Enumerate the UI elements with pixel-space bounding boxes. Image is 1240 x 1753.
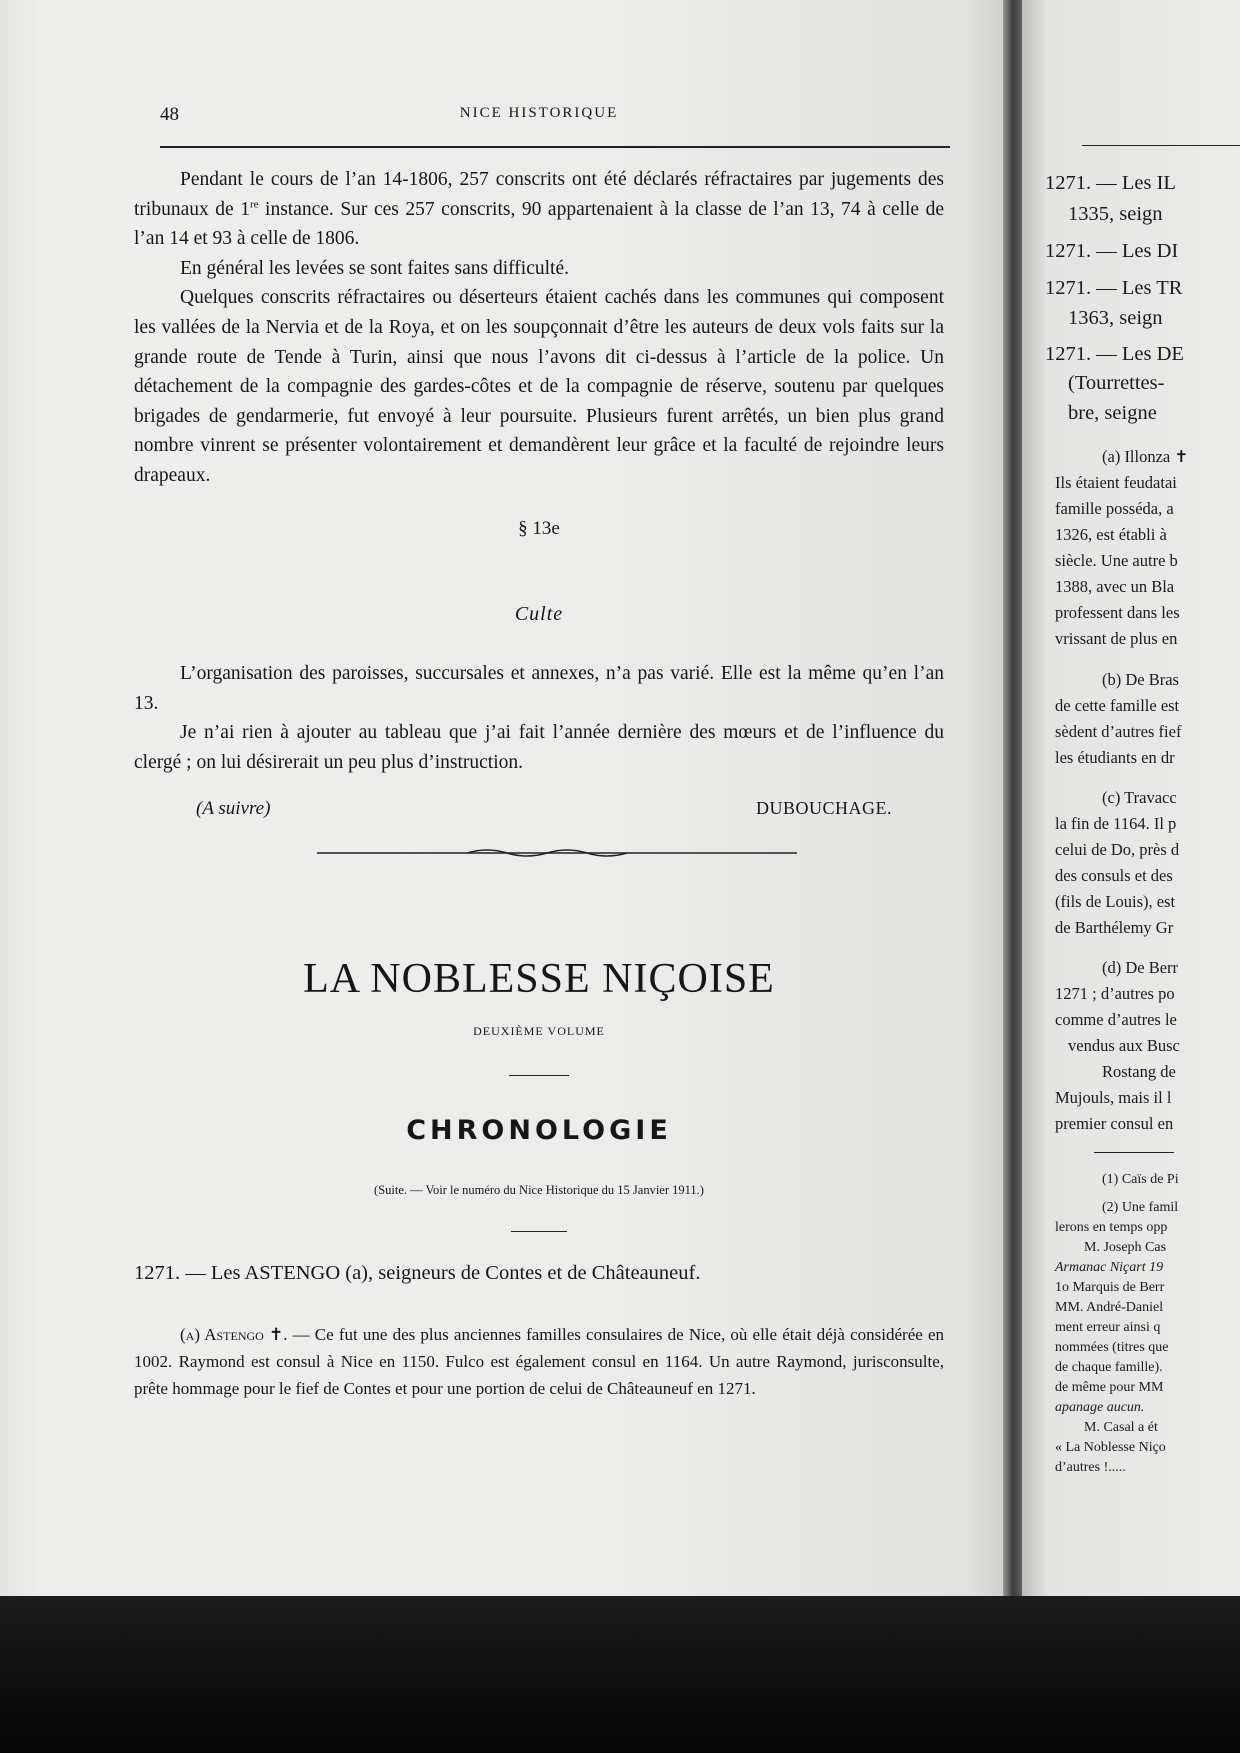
footnote-text: Ce fut une des plus anciennes familles consulaires de Nice, où elle était déjà considérée en 1002. Raymond est consul à Nice en 1150. Fulco est également consul en 1164. Un autre Raymond, jurisconsulte, prête hommage pour le fief de Contes et pour une portion de celui de Châteauneuf en 1271. bbox=[134, 1325, 945, 1398]
text-block-top bbox=[134, 165, 944, 491]
right-line: (2) Une famil bbox=[1102, 1200, 1179, 1215]
paragraph-deserteurs: Quelques conscrits réfractaires ou déserteurs étaient cachés dans les communes qui composent les vallées de la Nervia et de la Roya, et on les soupçonnait d’être les auteurs de deux vols faits sur la grande route de Tende à Turin, ainsi que nous l’avons dit ci-dessus à l’article de la police. Un détachement de la compagnie des gardes-côtes et de la compagnie de réserve, soutenu par quelques brigades de gendarmerie, fut envoyé à leur poursuite. Plusieurs furent arrêtés, un bien plus grand nombre vinrent se présenter volontairement et demandèrent leur grâce et la faculté de rejoindre leurs drapeaux. bbox=[134, 287, 944, 486]
right-line: de Barthélemy Gr bbox=[1055, 918, 1174, 937]
suite-note: (Suite. — Voir le numéro du Nice Historique du 15 Janvier 1911.) bbox=[374, 1183, 704, 1197]
signature-row bbox=[134, 798, 944, 826]
running-header bbox=[134, 104, 944, 128]
right-line: (c) Travacc bbox=[1102, 788, 1177, 807]
right-line: vendus aux Busc bbox=[1068, 1036, 1180, 1055]
right-line: lerons en temps opp bbox=[1055, 1220, 1168, 1235]
right-header-rule bbox=[1082, 145, 1240, 146]
a-suivre-note: (A suivre) bbox=[196, 798, 271, 819]
right-line: 1271. — Les TR bbox=[1045, 277, 1183, 299]
right-line: 1o Marquis de Berr bbox=[1055, 1280, 1165, 1295]
right-line: premier consul en bbox=[1055, 1114, 1174, 1133]
right-line: (a) Illonza ✝ bbox=[1102, 447, 1189, 466]
right-line: sèdent d’autres fief bbox=[1055, 722, 1182, 741]
right-line: Armanac Niçart 19 bbox=[1055, 1260, 1164, 1275]
right-line: nommées (titres que bbox=[1055, 1340, 1169, 1355]
right-line: famille posséda, a bbox=[1055, 499, 1174, 518]
right-line: MM. André-Daniel bbox=[1055, 1300, 1164, 1315]
right-line: (1) Caïs de Pi bbox=[1102, 1172, 1179, 1187]
right-line: de cette famille est bbox=[1055, 696, 1180, 715]
right-line: (b) De Bras bbox=[1102, 670, 1179, 689]
right-line: apanage aucun. bbox=[1055, 1400, 1145, 1415]
footnote-astengo bbox=[134, 1322, 944, 1402]
right-line: 1335, seign bbox=[1068, 203, 1163, 225]
right-line: 1388, avec un Bla bbox=[1055, 577, 1175, 596]
right-line: d’autres !..... bbox=[1055, 1460, 1126, 1475]
paragraph-paroisses: L’organisation des paroisses, succursales et annexes, n’a pas varié. Elle est la même qu’en l’an 13. bbox=[134, 663, 944, 714]
right-line: M. Casal a ét bbox=[1084, 1420, 1158, 1435]
right-line: 1326, est établi à bbox=[1055, 525, 1167, 544]
right-line: professent dans les bbox=[1055, 603, 1180, 622]
text-block-culte bbox=[134, 659, 944, 777]
right-line: (d) De Berr bbox=[1102, 958, 1179, 977]
article-subtitle: DEUXIÈME VOLUME bbox=[473, 1024, 605, 1038]
right-line: (fils de Louis), est bbox=[1055, 892, 1176, 911]
right-line: 1271. — Les DE bbox=[1045, 343, 1184, 365]
right-line: ment erreur ainsi q bbox=[1055, 1320, 1161, 1335]
short-rule-1 bbox=[509, 1075, 569, 1076]
section-number: § 13e bbox=[518, 518, 560, 539]
right-line: 1271. — Les DI bbox=[1045, 240, 1179, 262]
right-line: Rostang de bbox=[1102, 1062, 1176, 1081]
right-line: des consuls et des bbox=[1055, 866, 1173, 885]
article-title: LA NOBLESSE NIÇOISE bbox=[303, 956, 775, 1002]
section-title: Culte bbox=[514, 603, 564, 625]
right-line: de même pour MM bbox=[1055, 1380, 1164, 1395]
header-rule bbox=[160, 146, 950, 148]
right-line: bre, seigne bbox=[1068, 402, 1157, 424]
right-line: « La Noblesse Niço bbox=[1055, 1440, 1166, 1455]
short-rule-2 bbox=[511, 1231, 567, 1232]
entry-astengo: 1271. — Les ASTENGO (a), seigneurs de Contes et de Châteauneuf. bbox=[134, 1262, 701, 1284]
right-line: M. Joseph Cas bbox=[1084, 1240, 1167, 1255]
chronologie-heading: CHRONOLOGIE bbox=[406, 1115, 672, 1146]
right-line: 1271. — Les IL bbox=[1045, 172, 1176, 194]
paragraph-levees: En général les levées se sont faites sans difficulté. bbox=[180, 257, 569, 279]
footnote-label: (a) Astengo ✝. — bbox=[180, 1325, 310, 1344]
fleuron-divider bbox=[317, 845, 797, 861]
right-line: (Tourrettes- bbox=[1068, 372, 1165, 394]
journal-title: NICE HISTORIQUE bbox=[459, 105, 619, 121]
right-line: vrissant de plus en bbox=[1055, 629, 1178, 648]
paragraph-refractaires: Pendant le cours de l’an 14-1806, 257 conscrits ont été déclarés réfractaires par jugements des tribunaux de 1re instance. Sur ces 257 conscrits, 90 appartenaient à la classe de l’an 13, 74 à celle de l’an 14 et 93 à celle de 1806. bbox=[134, 169, 944, 250]
page-number: 48 bbox=[160, 104, 179, 125]
author-signature: DUBOUCHAGE. bbox=[756, 798, 892, 818]
right-line: les étudiants en dr bbox=[1055, 748, 1175, 767]
right-line: celui de Do, près d bbox=[1055, 840, 1180, 859]
right-line: Ils étaient feudatai bbox=[1055, 473, 1177, 492]
right-line: la fin de 1164. Il p bbox=[1055, 814, 1177, 833]
right-line: 1271 ; d’autres po bbox=[1055, 984, 1175, 1003]
right-line: Mujouls, mais il l bbox=[1055, 1088, 1172, 1107]
right-line: 1363, seign bbox=[1068, 307, 1163, 329]
right-page bbox=[1022, 0, 1240, 1600]
paragraph-clerge: Je n’ai rien à ajouter au tableau que j’ai fait l’année dernière des mœurs et de l’influence du clergé ; on lui désirerait un peu plus d’instruction. bbox=[134, 722, 944, 773]
right-line: de chaque famille). bbox=[1055, 1360, 1163, 1375]
scan-background bbox=[0, 1596, 1240, 1753]
right-line: comme d’autres le bbox=[1055, 1010, 1177, 1029]
right-line: siècle. Une autre b bbox=[1055, 551, 1178, 570]
right-footnote-rule bbox=[1094, 1152, 1174, 1153]
